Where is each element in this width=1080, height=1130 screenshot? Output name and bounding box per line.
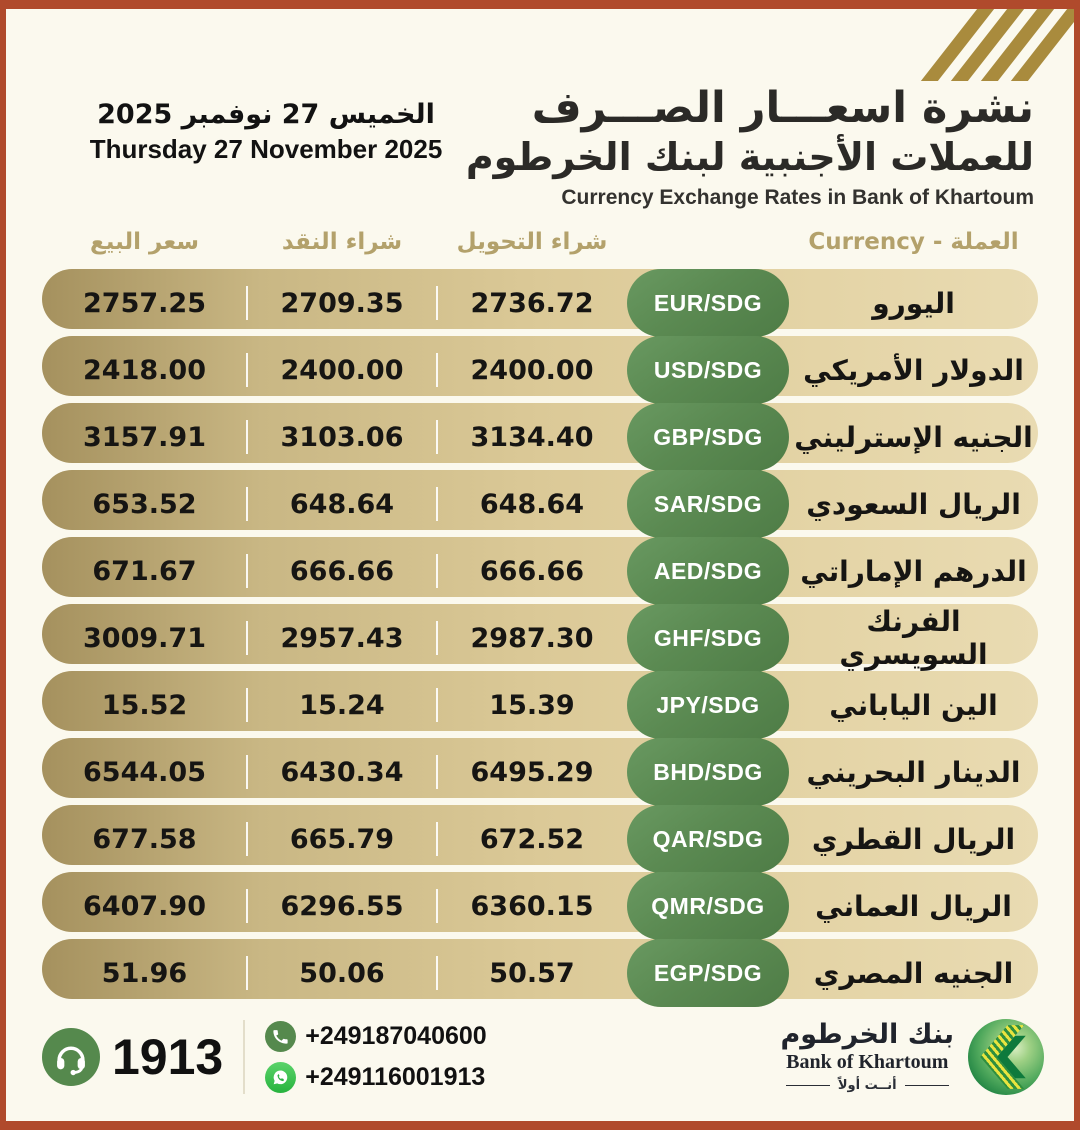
rate-row [42,269,1038,329]
cash-buy-price: 665.79 [247,824,437,855]
sell-price: 3009.71 [42,623,247,654]
currency-pair-badge: AED/SDG [627,537,789,605]
footer-divider [243,1020,245,1094]
cash-buy-price: 6430.34 [247,757,437,788]
sell-price: 6544.05 [42,757,247,788]
currency-name-arabic: الدولار الأمريكي [803,353,1024,387]
bank-tagline [781,1078,955,1093]
title-english: Currency Exchange Rates in Bank of Khartoum [561,186,1034,210]
cash-buy-price: 648.64 [247,489,437,520]
currency-name-arabic: الجنيه المصري [813,956,1014,990]
transfer-buy-price: 648.64 [479,488,585,520]
date-arabic: الخميس 27 نوفمبر 2025 [97,99,435,130]
column-header-transfer-buy: شراء التحويل [456,229,608,255]
currency-name-arabic: الريال السعودي [806,487,1021,521]
rate-row [42,403,1038,463]
column-header-currency: العملة - Currency [808,229,1019,255]
rate-row [42,604,1038,671]
rate-row [42,537,1038,597]
rate-row [42,805,1038,865]
rates-table [42,269,1038,1006]
contact-block [265,1021,486,1093]
date-block [61,99,471,165]
rate-row [42,872,1038,932]
title-arabic-line2: للعملات الأجنبية لبنك الخرطوم [465,134,1034,179]
tagline-rule [905,1085,949,1086]
rate-row [42,939,1038,999]
whatsapp-number: +249116001913 [305,1063,486,1091]
whatsapp-contact [265,1062,486,1093]
transfer-buy-price: 666.66 [479,555,585,587]
transfer-buy-price: 15.39 [489,689,575,721]
cash-buy-price: 15.24 [247,690,437,721]
rate-row [42,671,1038,731]
sell-price: 3157.91 [42,422,247,453]
bank-logo-text [780,1018,955,1094]
tagline-text: أنــت أولاً [837,1078,897,1094]
title-arabic-line1: نشرة اسعـــار الصـــرف [531,83,1034,133]
date-english: Thursday 27 November 2025 [89,134,443,164]
currency-name-arabic: الين الياباني [829,688,998,722]
transfer-buy-price: 2987.30 [470,622,594,654]
currency-pair-badge: GBP/SDG [627,403,789,471]
cash-buy-price: 50.06 [247,958,437,989]
currency-name-arabic: الدينار البحريني [806,755,1021,789]
tagline-rule [786,1085,830,1086]
currency-pair-badge: QMR/SDG [627,872,789,940]
bank-name-english: Bank of Khartoum [786,1051,949,1074]
bank-of-khartoum-logo [781,1019,1045,1095]
sell-price: 671.67 [42,556,247,587]
transfer-buy-price: 2400.00 [470,354,594,386]
sell-price: 677.58 [42,824,247,855]
transfer-buy-price: 672.52 [479,823,585,855]
sell-price: 51.96 [42,958,247,989]
phone-number: +249187040600 [305,1022,487,1050]
rate-row [42,336,1038,396]
transfer-buy-price: 6495.29 [470,756,594,788]
cash-buy-price: 2400.00 [247,355,437,386]
sell-price: 6407.90 [42,891,247,922]
currency-name-arabic: الريال العماني [815,889,1012,923]
gold-stripes-logo [949,9,1056,81]
currency-pair-badge: EUR/SDG [627,269,789,337]
cash-buy-price: 3103.06 [247,422,437,453]
currency-pair-badge: JPY/SDG [627,671,789,739]
cash-buy-price: 6296.55 [247,891,437,922]
sell-price: 15.52 [42,690,247,721]
currency-pair-badge: QAR/SDG [627,805,789,873]
sell-price: 653.52 [42,489,247,520]
currency-name-arabic: اليورو [872,286,955,320]
sell-price: 2418.00 [42,355,247,386]
currency-name-arabic: الدرهم الإماراتي [800,554,1027,588]
transfer-buy-price: 6360.15 [470,890,594,922]
rate-row [42,738,1038,798]
phone-icon [265,1021,296,1052]
currency-name-arabic: الفرنك السويسري [839,605,988,671]
page-title [466,83,1034,210]
table-column-headers [42,229,1038,255]
rate-row [42,470,1038,530]
whatsapp-icon [265,1062,296,1093]
hotline-block [42,1028,223,1086]
transfer-buy-price: 50.57 [489,957,575,989]
headset-icon [42,1028,100,1086]
currency-pair-badge: EGP/SDG [627,939,789,1007]
currency-pair-badge: SAR/SDG [627,470,789,538]
footer [42,1007,1044,1107]
cash-buy-price: 2957.43 [247,623,437,654]
bank-name-arabic: بنك الخرطوم [780,1018,954,1050]
column-header-cash-buy: شراء النقد [281,229,403,255]
currency-pair-badge: GHF/SDG [627,604,789,672]
currency-pair-badge: BHD/SDG [627,738,789,806]
phone-contact [265,1021,486,1052]
currency-pair-badge: USD/SDG [627,336,789,404]
sell-price: 2757.25 [42,288,247,319]
transfer-buy-price: 2736.72 [470,287,594,319]
currency-name-arabic: الجنيه الإسترليني [794,420,1033,454]
column-header-sell-price: سعر البيع [90,229,199,255]
cash-buy-price: 2709.35 [247,288,437,319]
currency-name-arabic: الريال القطري [811,822,1016,856]
hotline-number: 1913 [112,1029,224,1085]
bank-sphere-logo [968,1019,1044,1095]
cash-buy-price: 666.66 [247,556,437,587]
transfer-buy-price: 3134.40 [470,421,594,453]
